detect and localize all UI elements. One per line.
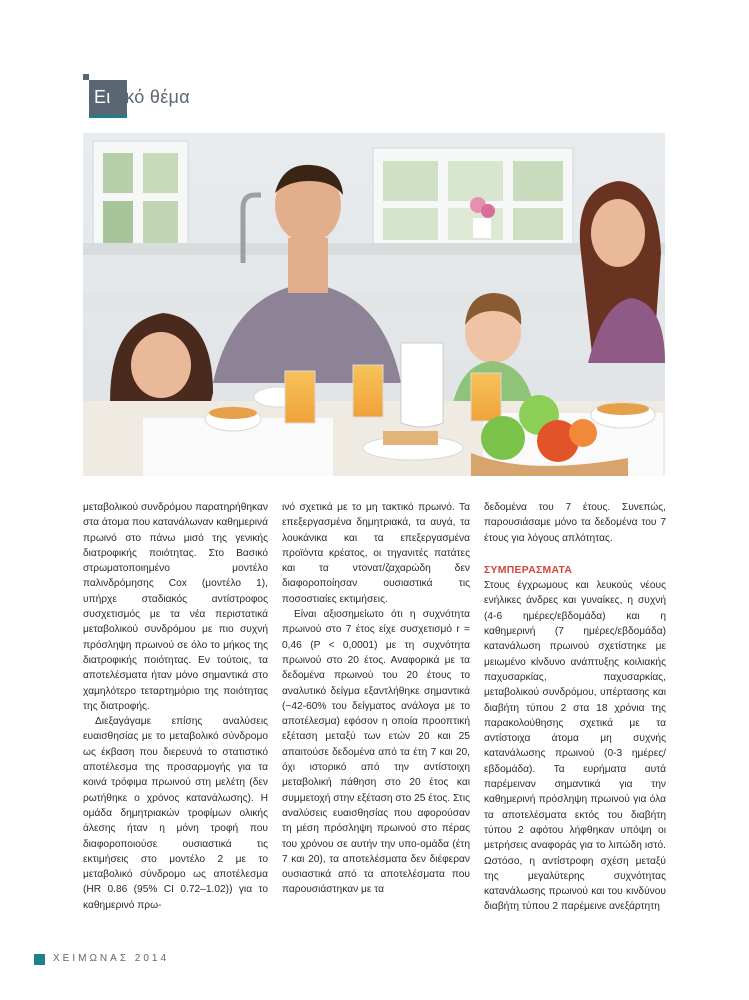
family-breakfast-photo (83, 133, 665, 476)
text-column-1 (83, 500, 268, 913)
footer-square (34, 954, 45, 965)
paragraph: Διεξαγάγαμε επίσης αναλύσεις ευαισθησίας με το μεταβολικό σύνδρομο ως έκβαση που διερευνά το στατιστικό αποτέλεσμα της προσαρμογής για τα κοινά τρόφιμα πρωινού στη μελέτη (δεν ρωτήθηκε ο χρόνος κατανάλωσης). Η ομάδα δημητριακών τροφίμων ολικής άλεσης ήταν η μόνη τροφή που διαφοροποιούσε ουσιαστικά τις εκτιμήσεις στο μοντέλο 2 με το μεταβολικό σύνδρομο ως αποτέλεσμα (HR 0.86 (95% CI 0.72–1.02)) για το καθημερινό πρω- (83, 716, 268, 911)
text-column-2 (282, 500, 470, 898)
paragraph: μεταβολικού συνδρόμου παρατηρήθηκαν στα άτομα που κατανάλωναν καθημερινά πρωινό στο πάνω μισό της γενικής διατροφικής ποιότητας. Στο Βασικό στρωματοποιημένο μοντέλο παλινδρόμησης Cox (μοντέλο 1), υπήρχε σταδιακός αντίστροφος συσχετισμός με τα νέα περιστατικά μεταβολικού συνδρόμου με πιο συχνή πρόσληψη πρωινού σε όλο το μήκος της διατροφικής ποιότητας. Εν τούτοις, τα αποτελέσματα ήταν μόνο σημαντικά στο χαμηλότερο τεταρτημόριο της ποιότητας της διατροφής. (83, 502, 268, 712)
section-underline (89, 115, 127, 118)
paragraph: ινό σχετικά με το μη τακτικό πρωινό. Τα επεξεργασμένα δημητριακά, τα αυγά, τα λουκάνικα και τα επεξεργασμένα προϊόντα κρέατος, οι τηγανιτές πατάτες και τα ντονατ/ζαχαρώδη δεν διαφοροποίησαν ουσιαστικά τις ποσοστιαίες εκτιμήσεις. (282, 502, 470, 605)
section-title (94, 87, 190, 108)
footer-issue: ΧΕΙΜΩΝΑΣ 2014 (53, 953, 170, 964)
paragraph: Στους έγχρωμους και λευκούς νέους ενήλικες άνδρες και γυναίκες, η συχνή (4-6 ημέρες/εβδομάδα) και η καθημερινή (7 ημέρες/εβδομάδα) κατανάλωση πρωινού σχετίστηκε με μειωμένο κίνδυνο ανάπτυξης κοιλιακής παχυσαρκίας, παχυσαρκίας, μεταβολικού συνδρόμου, υπέρτασης και διαβήτη τύπου 2 στα 18 χρόνια της παρακολούθησης σχετικά με τα αντίστοιχα άτομα μη συχνής κατανάλωσης πρωινού (0-3 ημέρες/εβδομάδα). Τα ευρήματα αυτά παρέμειναν σημαντικά για την καθημερινή πρόσληψη πρωινού για όλα τα αποτελέσματα εκτός του διαβήτη τύπου 2 αφότου λήφθηκαν υπόψη οι μετρήσεις αναφοράς για το λιπώδη ιστό. Ωστόσο, η αντίστροφη σχέση μεταξύ της μεγαλύτερης συχνότητας κατανάλωσης πρωινού και του κινδύνου διαβήτη τύπου 2 παρέμεινε ανεξάρτητη (484, 580, 666, 913)
paragraph: Είναι αξιοσημείωτο ότι η συχνότητα πρωινού στο 7 έτος είχε συσχετισμό r = 0,46 (P < 0,0001) με τη συχνότητα πρωινού στο 20 έτος. Αναφορικά με τα δεδομένα πρωινού του 20 έτους το αναλυτικό δείγμα εξαντλήθηκε σημαντικά (~42-60% του δείγματος ανάλογα με το αποτέλεσμα) εφόσον η οποία προοπτική εξέταση μεταξύ των ετών 20 και 25 απαιτούσε δεδομένα από τα έτη 7 και 20, όχι ιστορικό από την αντίστοιχη μεταβολική πάθηση στο 20 έτος και συμμετοχή στην εξέταση στο 25 έτος. Στις αναλύσεις ευαισθησίας που αφορούσαν τη μέση πρόσληψη πρωινού στο πέρας του χρόνου σε αυτήν την υπο-ομάδα (έτη 7 και 20), τα αποτελέσματα δεν διέφεραν ουσιαστικά από τα αποτελέσματα που παρουσιάστηκαν με τα (282, 609, 470, 896)
text-column-3 (484, 500, 666, 915)
section-title-rest: δικό θέμα (110, 87, 190, 107)
section-title-prefix: Ει (94, 87, 111, 107)
paragraph: δεδομένα του 7 έτους. Συνεπώς, παρουσιάσαμε μόνο τα δεδομένα του 7 έτους για λόγους απλότητας. (484, 502, 666, 544)
conclusions-heading: ΣΥΜΠΕΡΑΣΜΑΤΑ (484, 564, 573, 576)
